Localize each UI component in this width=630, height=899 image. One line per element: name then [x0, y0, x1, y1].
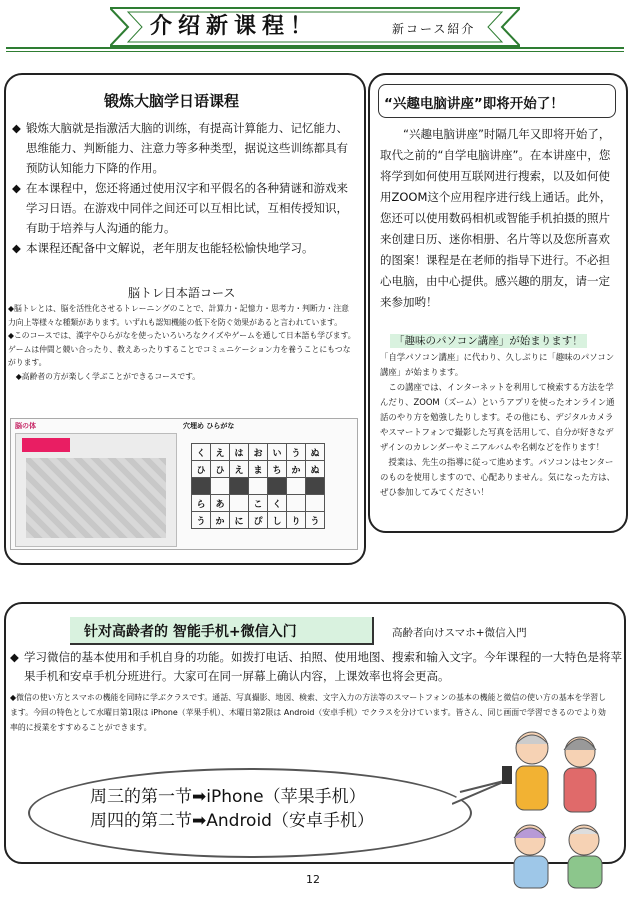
puzzle-cell: こ — [249, 495, 268, 512]
puzzle-cell — [192, 478, 211, 495]
left-jp-body — [8, 302, 356, 383]
seniors-illustration — [492, 722, 622, 892]
schedule-line-1: 周三的第一节➡iPhone（苹果手机） — [90, 787, 366, 807]
left-bullet-1: ◆ 锻炼大脑就是指激活大脑的训练，有提高计算能力、记忆能力、思维能力、判断能力、注意力等多种类型，据说这些训练都具有预防认知能力下降的作用。 — [12, 121, 348, 175]
puzzle-cell: い — [268, 444, 287, 461]
puzzle-cell — [287, 495, 306, 512]
schedule-line-2: 周四的第二节➡Android（安卓手机） — [90, 811, 374, 831]
puzzle-cell: え — [230, 461, 249, 478]
puzzle-cell — [306, 495, 325, 512]
hiragana-puzzle-grid — [191, 443, 325, 529]
right-jp-para-2: この講座では、インターネットを利用して検索する方法を学んだり、ZOOM（ズーム）というアプリを使ったオンライン通話のやり方を勉強したりします。その他にも、デジタルカメラやスマートフォンで撮影した写真を活用して、自分が好きなデザインのカレンダーやミニアルバムや名刺などを作ります！ — [380, 382, 615, 452]
puzzle-cell: し — [268, 512, 287, 529]
puzzle-cell: に — [230, 512, 249, 529]
puzzle-cell: ぴ — [249, 512, 268, 529]
puzzle-cell: あ — [211, 495, 230, 512]
puzzle-row — [192, 461, 325, 478]
puzzle-cell: お — [249, 444, 268, 461]
header-rule-thin — [6, 51, 624, 52]
puzzle-cell — [230, 478, 249, 495]
left-jp-para-1: ◆脳トレとは、脳を活性化させるトレーニングのことで、計算力・記憶力・思考力・判断力・注意力向上等様々な種類があります。いずれも認知機能の低下を防ぐ効果があると言われています。 — [8, 304, 349, 327]
puzzle-cell: か — [211, 512, 230, 529]
puzzle-cell: り — [287, 512, 306, 529]
puzzle-row — [192, 444, 325, 461]
puzzle-cell: く — [192, 444, 211, 461]
header-rule — [6, 47, 624, 49]
puzzle-cell: え — [211, 444, 230, 461]
right-paragraph: “兴趣电脑讲座”时隔几年又即将开始了，取代之前的“自学电脑讲座”。在本讲座中，您将学到如何使用互联网进行搜索，以及如何使用ZOOM这个应用程序进行线上通话。此外，您还可以使用数码相机或智能手机拍摄的照片来创建日历、迷你相册、名片等以及您所喜欢的图案！课程是在老师的指导下进行。不必担心电脑，由中心提供。感兴趣的朋友，请一定来参加哟！ — [380, 127, 612, 309]
puzzle-row — [192, 512, 325, 529]
left-jp-title: 脳トレ日本語コース — [128, 286, 236, 300]
bottom-bullet: ◆ 学习微信的基本使用和手机自身的功能。如拨打电话、拍照、使用地图、搜索和输入文字。今年课程的一大特色是将苹果手机和安卓手机分班进行。大家可在同一屏幕上确认内容，上课效率也将会更高。 — [10, 650, 622, 683]
puzzle-cell: う — [306, 512, 325, 529]
puzzle-cell: く — [268, 495, 287, 512]
bottom-title: 针对高龄者的 智能手机+微信入门 — [84, 624, 297, 640]
right-jp-title — [390, 333, 587, 348]
puzzle-cell — [230, 495, 249, 512]
puzzle-cell: ま — [249, 461, 268, 478]
bottom-jp-title: 高齢者向けスマホ+微信入門 — [392, 627, 527, 639]
left-jp-para-2: ◆このコースでは、漢字やひらがなを使ったいろいろなクイズやゲームを通して日本語も学びます。ゲームは仲間と競い合ったり、教えあったりすることでコミュニケーション力を養うことにもつながります。 — [8, 331, 356, 367]
left-jp-para-3: ◆高齢者の方が楽しく学ぶことができるコースです。 — [8, 371, 201, 381]
worksheet-sticker — [22, 438, 70, 452]
puzzle-cell — [268, 478, 287, 495]
puzzle-cell: ぬ — [306, 444, 325, 461]
left-bullet-2: ◆ 在本课程中，您还将通过使用汉字和平假名的各种猜谜和游戏来学习日语。在游戏中同伴之间还可以互相比试，互相传授知识，有助于培养与人沟通的能力。 — [12, 181, 348, 235]
puzzle-cell — [211, 478, 230, 495]
worksheet-illustration — [15, 433, 177, 547]
page-title: 介绍新课程！ — [150, 14, 319, 39]
left-bullets — [12, 118, 356, 258]
puzzle-cell: う — [287, 444, 306, 461]
right-jp-para-3: 授業は、先生の指導に従って進めます。パソコンはセンターのものを使用しますので、心配ありません。気になった方は、ぜひ参加してみてください！ — [380, 457, 615, 497]
worksheet-puzzle-title: 穴埋め ひらがな — [183, 422, 235, 430]
puzzle-cell — [249, 478, 268, 495]
page-subtitle: 新コース紹介 — [392, 22, 476, 36]
puzzle-cell: ひ — [192, 461, 211, 478]
puzzle-cell: ひ — [211, 461, 230, 478]
puzzle-cell: ぬ — [306, 461, 325, 478]
puzzle-cell: ち — [268, 461, 287, 478]
right-title: “兴趣电脑讲座”即将开始了！ — [384, 96, 564, 112]
puzzle-cell — [306, 478, 325, 495]
puzzle-cell: う — [192, 512, 211, 529]
page-number: 12 — [306, 873, 320, 886]
bottom-jp-paragraph: ◆微信の使い方とスマホの機能を同時に学ぶクラスです。通話、写真撮影、地図、検索、文字入力の方法等のスマートフォンの基本の機能と微信の使い方の基本を学習します。今回の特色として水曜日第1限は iPhone（苹果手机）、木曜日第2限は Android（安卓手机）でクラスを分けています。皆さん、同じ画面で学習できるのでより効率的に授業をすすめることができます。 — [10, 693, 607, 732]
right-jp-para-1: 「自学パソコン講座」に代わり、久しぶりに「趣味のパソコン講座」が始まります。 — [380, 352, 615, 377]
puzzle-cell: は — [230, 444, 249, 461]
left-bullet-3: ◆ 本课程还配备中文解说，老年朋友也能轻松愉快地学习。 — [12, 241, 314, 255]
puzzle-row — [192, 478, 325, 495]
puzzle-cell: ら — [192, 495, 211, 512]
puzzle-cell — [287, 478, 306, 495]
worksheet-station-scene — [26, 458, 166, 538]
worksheet-image — [10, 418, 358, 550]
puzzle-row — [192, 495, 325, 512]
left-title: 锻炼大脑学日语课程 — [104, 92, 240, 110]
right-jp-title-text: 「趣味のパソコン講座」が始まります！ — [390, 334, 587, 348]
right-jp-body — [380, 350, 620, 500]
worksheet-label: 脳の体 — [15, 422, 36, 430]
puzzle-cell: か — [287, 461, 306, 478]
